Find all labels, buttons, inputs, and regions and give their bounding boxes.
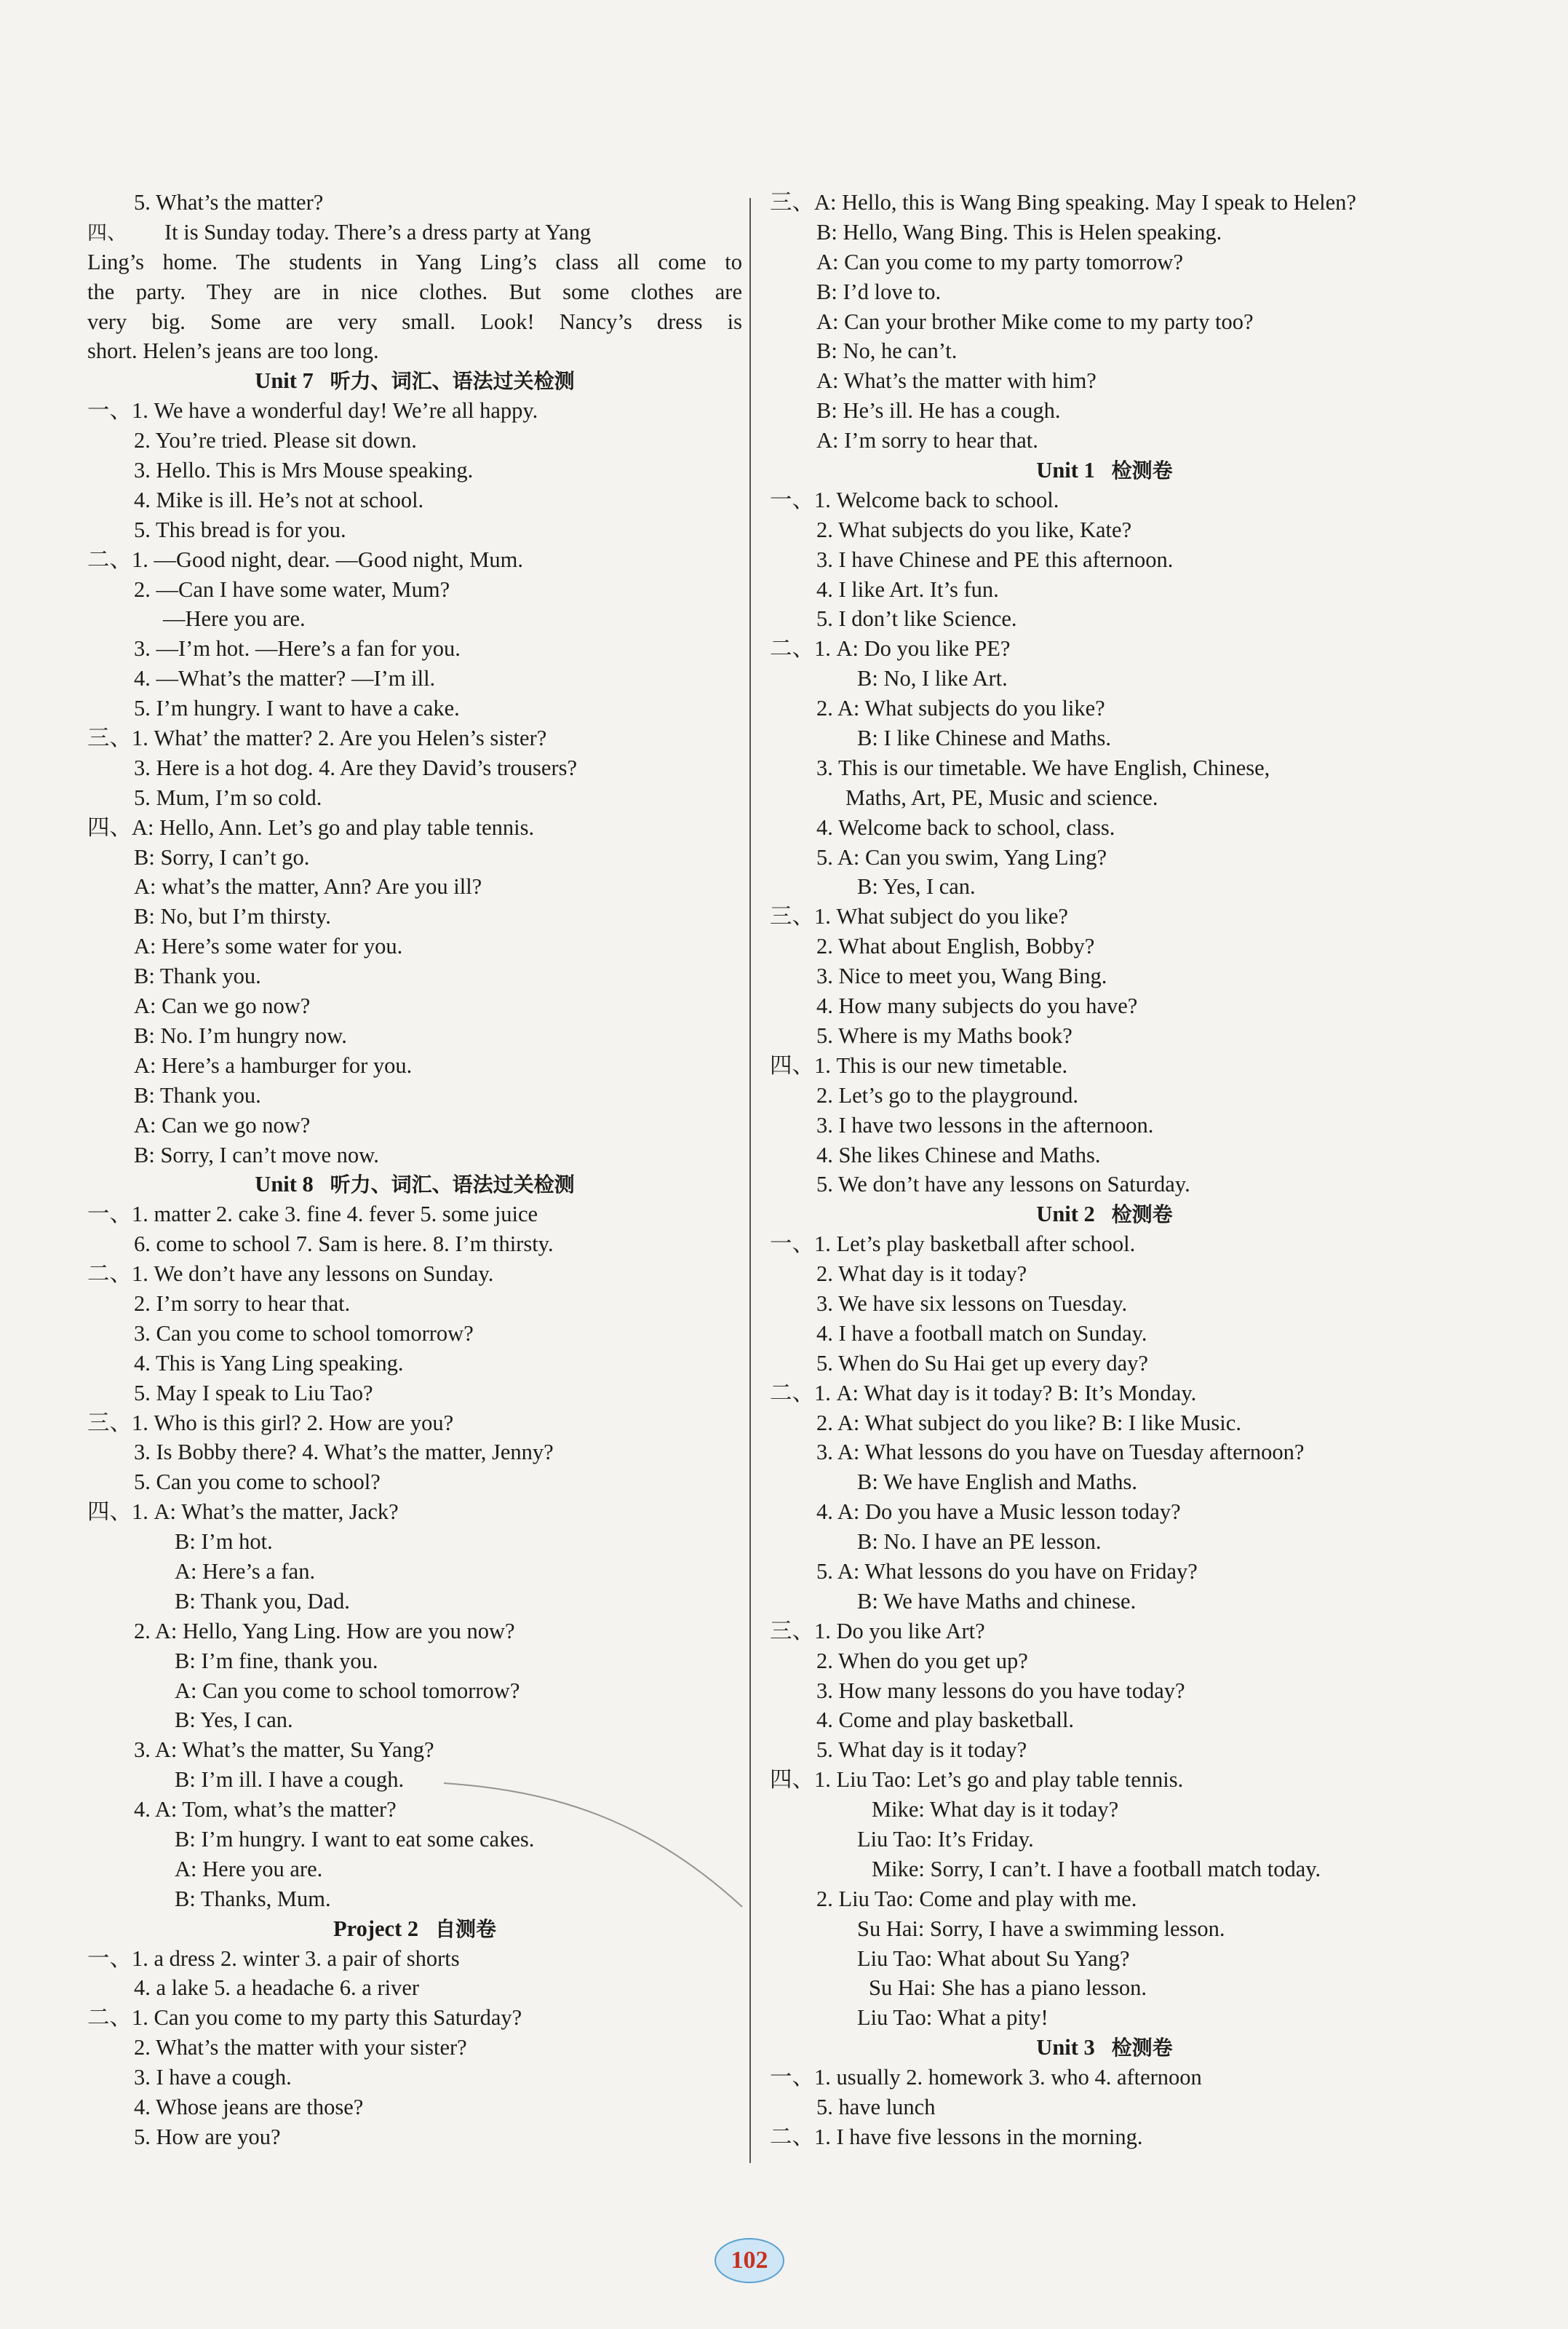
dialogue-line: B: Thank you, Dad.: [175, 1588, 350, 1614]
answer-line: 四、A: Hello, Ann. Let’s go and play table tennis.: [87, 814, 535, 840]
dialogue-line: 三、A: Hello, this is Wang Bing speaking. May I speak to Helen?: [770, 190, 1356, 215]
dialogue-line: B: No, but I’m thirsty.: [134, 904, 331, 929]
dialogue-line: B: I’m fine, thank you.: [175, 1648, 378, 1673]
answer-line: 4. Come and play basketball.: [816, 1707, 1075, 1733]
answer-line: 2. What about English, Bobby?: [816, 934, 1095, 959]
dialogue-line: B: I’m hungry. I want to eat some cakes.: [175, 1826, 535, 1852]
heading-unit: Unit 1: [1036, 458, 1095, 483]
answer-line: 2. I’m sorry to hear that.: [134, 1290, 351, 1316]
answer-line: 5. This bread is for you.: [134, 517, 346, 542]
dialogue-line: A: Here’s a fan.: [175, 1558, 316, 1584]
right-column: [770, 188, 1439, 2152]
answer-line: 4. Welcome back to school, class.: [816, 814, 1115, 840]
answer-line: 四、1. This is our new timetable.: [770, 1052, 1068, 1078]
passage-line: short. Helen’s jeans are too long.: [87, 338, 379, 364]
dialogue-line: B: I like Chinese and Maths.: [857, 726, 1112, 751]
answer-line: 三、1. Who is this girl? 2. How are you?: [87, 1410, 454, 1435]
dialogue-line: B: Sorry, I can’t move now.: [134, 1142, 379, 1167]
answer-line: 二、1. I have five lessons in the morning.: [770, 2124, 1143, 2149]
dialogue-line: Mike: Sorry, I can’t. I have a football match today.: [872, 1856, 1321, 1881]
dialogue-line: Su Hai: She has a piano lesson.: [869, 1975, 1147, 2001]
answer-line: 4. This is Yang Ling speaking.: [134, 1350, 404, 1376]
heading-unit: Unit 8: [255, 1172, 314, 1197]
answer-line: 3. Hello. This is Mrs Mouse speaking.: [134, 458, 474, 483]
answer-line: 四、1. A: What’s the matter, Jack?: [87, 1499, 399, 1525]
answer-line: 三、1. What subject do you like?: [770, 904, 1068, 929]
heading-unit: Project 2: [333, 1916, 419, 1941]
dialogue-line: B: Thank you.: [134, 1082, 261, 1108]
answer-line: 4. Whose jeans are those?: [134, 2095, 364, 2119]
dialogue-line: B: I’m hot.: [175, 1529, 273, 1555]
dialogue-line: 2. A: Hello, Yang Ling. How are you now?: [134, 1618, 515, 1643]
dialogue-line: B: We have English and Maths.: [857, 1469, 1137, 1495]
dialogue-line: A: What’s the matter with him?: [816, 368, 1097, 394]
section-heading: [87, 1170, 742, 1199]
answer-line: 5. May I speak to Liu Tao?: [134, 1380, 373, 1405]
answer-line: 5. What day is it today?: [816, 1737, 1027, 1763]
answer-line: 3. How many lessons do you have today?: [816, 1678, 1185, 1703]
dialogue-line: Liu Tao: It’s Friday.: [857, 1826, 1034, 1852]
dialogue-line: 2. A: What subjects do you like?: [816, 696, 1105, 721]
answer-line: 2. When do you get up?: [816, 1648, 1028, 1673]
section-heading: [770, 1199, 1439, 1229]
section-heading: [770, 2033, 1439, 2063]
answer-line: 一、1. Welcome back to school.: [770, 487, 1059, 512]
answer-line: 4. She likes Chinese and Maths.: [816, 1142, 1101, 1167]
answer-line: 4. I like Art. It’s fun.: [816, 576, 999, 602]
dialogue-line: B: I’d love to.: [816, 279, 942, 304]
dialogue-line: 5. A: What lessons do you have on Friday?: [816, 1558, 1198, 1584]
heading-unit: Unit 3: [1036, 2035, 1095, 2060]
dialogue-line: B: Yes, I can.: [175, 1707, 293, 1733]
answer-line: 一、1. a dress 2. winter 3. a pair of shorts: [87, 1945, 460, 1971]
dialogue-line: Su Hai: Sorry, I have a swimming lesson.: [857, 1916, 1225, 1941]
answer-line: 二、1. —Good night, dear. —Good night, Mum.: [87, 547, 523, 572]
answer-line: 3. Nice to meet you, Wang Bing.: [816, 964, 1107, 989]
answer-line: 5. I don’t like Science.: [816, 606, 1017, 632]
dialogue-line: B: I’m ill. I have a cough.: [175, 1767, 405, 1793]
section-heading: [770, 456, 1439, 485]
passage-line: the party. They are in nice clothes. But some clothes are: [87, 279, 742, 304]
answer-line: 2. You’re tried. Please sit down.: [134, 428, 417, 453]
answer-line: 4. Mike is ill. He’s not at school.: [134, 487, 424, 512]
answer-line: 4. I have a football match on Sunday.: [816, 1320, 1147, 1346]
answer-line: 4. a lake 5. a headache 6. a river: [134, 1975, 420, 2001]
answer-line: 2. A: What subject do you like? B: I like Music.: [816, 1410, 1241, 1435]
dialogue-line: A: Here’s some water for you.: [134, 934, 403, 959]
answer-line: 2. Let’s go to the playground.: [816, 1082, 1079, 1108]
answer-line: 一、1. We have a wonderful day! We’re all happy.: [87, 398, 538, 424]
dialogue-line: 3. A: What lessons do you have on Tuesday afternoon?: [816, 1440, 1305, 1465]
dialogue-line: 4. A: Tom, what’s the matter?: [134, 1797, 397, 1822]
dialogue-line: A: Can your brother Mike come to my party too?: [816, 309, 1254, 334]
answer-line: 5. Where is my Maths book?: [816, 1023, 1072, 1048]
dialogue-line: Mike: What day is it today?: [872, 1797, 1119, 1822]
answer-line: 一、1. usually 2. homework 3. who 4. afternoon: [770, 2065, 1202, 2090]
heading-title: 自测卷: [435, 1916, 497, 1941]
dialogue-line: 4. A: Do you have a Music lesson today?: [816, 1499, 1181, 1525]
answer-line: 5. We don’t have any lessons on Saturday.: [816, 1172, 1190, 1197]
answer-line: 5. Mum, I’m so cold.: [134, 785, 322, 810]
page-number-badge: 102: [715, 2238, 784, 2283]
answer-line: 6. come to school 7. Sam is here. 8. I’m thirsty.: [134, 1231, 554, 1257]
passage-text: It is Sunday today. There’s a dress party at Yang: [164, 219, 592, 245]
answer-line: 5. How are you?: [134, 2124, 281, 2149]
heading-unit: Unit 7: [255, 368, 314, 394]
heading-title: 检测卷: [1111, 2036, 1173, 2060]
answer-line: [87, 218, 742, 247]
heading-title: 听力、词汇、语法过关检测: [330, 369, 575, 394]
dialogue-line: B: Thanks, Mum.: [175, 1886, 331, 1911]
answer-line: —Here you are.: [163, 606, 306, 632]
dialogue-line: 四、1. Liu Tao: Let’s go and play table tennis.: [770, 1767, 1184, 1793]
passage-line: very big. Some are very small. Look! Nancy’s dress is: [87, 309, 742, 334]
answer-line: 二、1. Can you come to my party this Saturday?: [87, 2005, 522, 2031]
heading-unit: Unit 2: [1036, 1202, 1095, 1227]
answer-line: 5. Can you come to school?: [134, 1469, 381, 1495]
dialogue-line: B: We have Maths and chinese.: [857, 1588, 1137, 1614]
answer-line: 3. This is our timetable. We have English, Chinese,: [816, 755, 1270, 780]
heading-title: 检测卷: [1111, 1202, 1173, 1227]
dialogue-line: B: Hello, Wang Bing. This is Helen speaking.: [816, 219, 1222, 245]
answer-line: 3. I have a cough.: [134, 2065, 292, 2090]
answer-line: 三、1. Do you like Art?: [770, 1618, 985, 1643]
dialogue-line: Liu Tao: What about Su Yang?: [857, 1945, 1130, 1971]
passage-line: Ling’s home. The students in Yang Ling’s class all come to: [87, 249, 742, 274]
answer-line: 3. We have six lessons on Tuesday.: [816, 1290, 1128, 1316]
answer-line: Maths, Art, PE, Music and science.: [845, 785, 1158, 810]
answer-line: 3. —I’m hot. —Here’s a fan for you.: [134, 636, 461, 662]
dialogue-line: B: Thank you.: [134, 964, 261, 989]
dialogue-line: B: Yes, I can.: [857, 874, 976, 900]
answer-line: 5. have lunch: [816, 2095, 936, 2119]
answer-line: 一、1. Let’s play basketball after school.: [770, 1231, 1136, 1257]
answer-line: 三、1. What’ the matter? 2. Are you Helen’s sister?: [87, 726, 547, 751]
answer-line: 二、1. We don’t have any lessons on Sunday.: [87, 1261, 494, 1287]
dialogue-line: A: Can you come to school tomorrow?: [175, 1678, 520, 1703]
answer-line: 二、1. A: What day is it today? B: It’s Monday.: [770, 1380, 1197, 1405]
dialogue-line: B: No. I’m hungry now.: [134, 1023, 347, 1048]
dialogue-line: B: Sorry, I can’t go.: [134, 844, 310, 870]
answer-line: 2. What’s the matter with your sister?: [134, 2035, 467, 2060]
dialogue-line: A: Can we go now?: [134, 993, 311, 1019]
answer-line: 二、1. A: Do you like PE?: [770, 636, 1011, 662]
pen-stroke-mark: [407, 1776, 786, 1936]
answer-line: 5. What’s the matter?: [134, 190, 324, 215]
dialogue-line: A: Here’s a hamburger for you.: [134, 1052, 413, 1078]
answer-line: 2. What day is it today?: [816, 1261, 1027, 1287]
answer-line: 5. I’m hungry. I want to have a cake.: [134, 696, 460, 721]
dialogue-line: A: I’m sorry to hear that.: [816, 428, 1038, 453]
answer-line: 3. I have Chinese and PE this afternoon.: [816, 547, 1174, 572]
section-heading: [87, 366, 742, 396]
dialogue-line: B: He’s ill. He has a cough.: [816, 398, 1061, 424]
answer-line: 3. Can you come to school tomorrow?: [134, 1320, 474, 1346]
answer-line: 4. How many subjects do you have?: [816, 993, 1138, 1019]
answer-line: 一、1. matter 2. cake 3. fine 4. fever 5. some juice: [87, 1202, 538, 1227]
heading-title: 检测卷: [1111, 459, 1173, 483]
dialogue-line: 3. A: What’s the matter, Su Yang?: [134, 1737, 434, 1763]
dialogue-line: 5. A: Can you swim, Yang Ling?: [816, 844, 1107, 870]
dialogue-line: 2. Liu Tao: Come and play with me.: [816, 1886, 1137, 1911]
answer-line: 3. I have two lessons in the afternoon.: [816, 1112, 1154, 1138]
dialogue-line: B: No, I like Art.: [857, 666, 1008, 691]
answer-line: 2. What subjects do you like, Kate?: [816, 517, 1132, 542]
heading-title: 听力、词汇、语法过关检测: [330, 1173, 575, 1197]
dialogue-line: B: No. I have an PE lesson.: [857, 1529, 1102, 1555]
dialogue-line: A: Can we go now?: [134, 1112, 311, 1138]
dialogue-line: Liu Tao: What a pity!: [857, 2005, 1048, 2031]
dialogue-line: B: No, he can’t.: [816, 338, 958, 364]
section-mark: 四、: [87, 221, 127, 245]
answer-line: 4. —What’s the matter? —I’m ill.: [134, 666, 436, 691]
answer-line: 5. When do Su Hai get up every day?: [816, 1350, 1148, 1376]
dialogue-line: A: Can you come to my party tomorrow?: [816, 249, 1183, 274]
dialogue-line: A: Here you are.: [175, 1856, 323, 1881]
answer-line: 2. —Can I have some water, Mum?: [134, 576, 450, 602]
answer-line: 3. Here is a hot dog. 4. Are they David’s trousers?: [134, 755, 578, 780]
answer-line: 3. Is Bobby there? 4. What’s the matter, Jenny?: [134, 1440, 554, 1465]
dialogue-line: A: what’s the matter, Ann? Are you ill?: [134, 874, 482, 900]
